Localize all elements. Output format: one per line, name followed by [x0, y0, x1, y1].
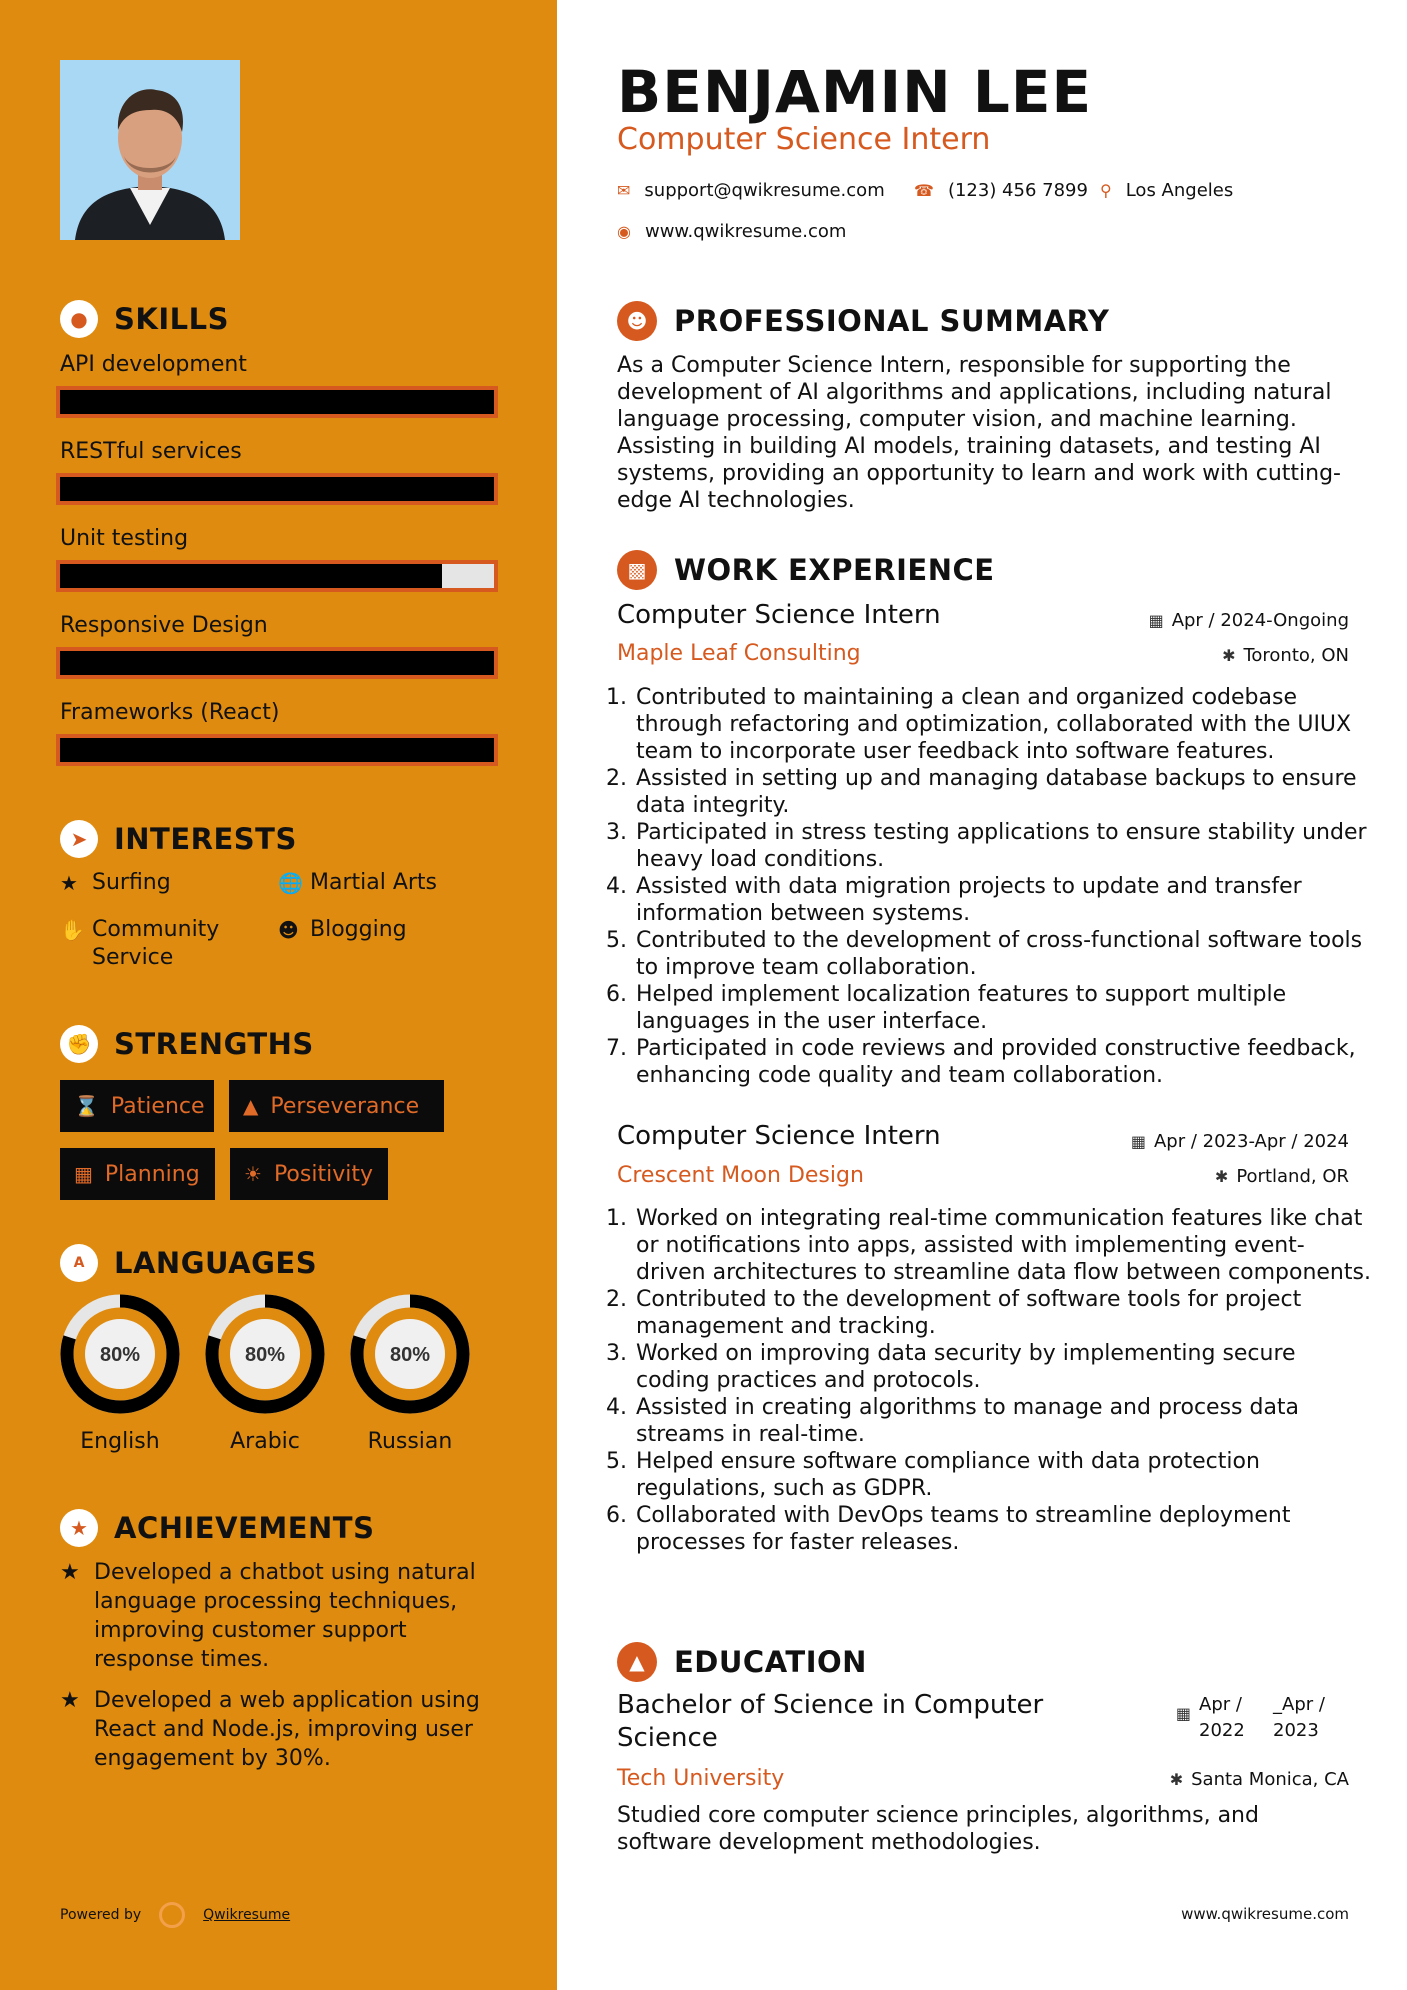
achievement-item: ★ Developed a chatbot using natural language processing techniques, improving customer support response times.: [60, 1560, 476, 1672]
star-badge-icon: ★: [60, 1509, 98, 1547]
strength-tag: ▲ Perseverance: [229, 1080, 444, 1132]
lightbulb-icon: ●: [60, 300, 98, 338]
duty-item: 4. Assisted with data migration projects to update and transfer information between systems.: [634, 873, 1374, 927]
users-icon: ☻: [278, 918, 299, 942]
achievement-item: ★ Developed a web application using React and Node.js, improving user engagement by 30%.: [60, 1688, 480, 1771]
skills-heading: ● SKILLS: [60, 300, 229, 338]
language-ring: [205, 1294, 325, 1414]
job-company: Crescent Moon Design: [617, 1163, 864, 1188]
pin-icon: ✱: [1214, 1167, 1229, 1186]
calendar-icon: ▦: [74, 1162, 93, 1186]
qwikresume-link[interactable]: Qwikresume: [203, 1907, 291, 1923]
sidebar: [0, 0, 557, 1990]
education-dates: ▦ Apr / 2022 _Apr / 2023: [1175, 1694, 1325, 1741]
skill-bar-fill: [60, 738, 494, 762]
globe-icon: 🌐: [278, 871, 303, 895]
paper-plane-icon: ➤: [60, 820, 98, 858]
powered-by: Powered by Qwikresume: [60, 1902, 290, 1928]
duty-item: 6. Collaborated with DevOps teams to streamline deployment processes for faster releases.: [634, 1502, 1374, 1556]
strength-tag: ▦ Planning: [60, 1148, 215, 1200]
duty-item: 1. Worked on integrating real-time communication features like chat or notifications into apps, assisted with implementing event-driven architectures to streamline data flow between components.: [634, 1205, 1374, 1286]
language-ring: [350, 1294, 470, 1414]
interest-item: ★ Surfing: [60, 870, 171, 895]
duty-item: 5. Contributed to the development of cross-functional software tools to improve team collaboration.: [634, 927, 1374, 981]
contact-email: ✉ support@qwikresume.com: [617, 180, 885, 201]
language-name: Russian: [367, 1429, 453, 1454]
star-icon: ★: [60, 1688, 80, 1713]
skill-label: Responsive Design: [60, 613, 268, 638]
job-dates: ▦ Apr / 2023-Apr / 2024: [1130, 1131, 1349, 1152]
strengths-heading: ✊ STRENGTHS: [60, 1025, 314, 1063]
fist-icon: ✊: [60, 1025, 98, 1063]
language-name: English: [80, 1429, 160, 1454]
qwikresume-logo-icon: [159, 1902, 185, 1928]
skill-label: Frameworks (React): [60, 700, 280, 725]
star-icon: ★: [60, 871, 78, 895]
interest-item: 🌐 Martial Arts: [278, 870, 438, 895]
duty-item: 3. Worked on improving data security by implementing secure coding practices and protocols.: [634, 1340, 1374, 1394]
education-location: ✱ Santa Monica, CA: [1169, 1769, 1349, 1790]
skill-bar: [56, 386, 498, 418]
job-company: Maple Leaf Consulting: [617, 641, 861, 666]
graduation-icon: ▲: [617, 1642, 657, 1682]
duty-item: 2. Assisted in setting up and managing database backups to ensure data integrity.: [634, 765, 1374, 819]
contact-phone: ☎ (123) 456 7899: [914, 180, 1088, 201]
education-school: Tech University: [617, 1766, 785, 1791]
briefcase-icon: ▩: [617, 550, 657, 590]
duty-item: 4. Assisted in creating algorithms to manage and process data streams in real-time.: [634, 1394, 1374, 1448]
duty-item: 2. Contributed to the development of software tools for project management and tracking.: [634, 1286, 1374, 1340]
skill-bar-fill: [60, 477, 494, 501]
star-icon: ★: [60, 1560, 80, 1585]
skill-bar-fill: [60, 564, 442, 588]
summary-heading: ☻ PROFESSIONAL SUMMARY: [617, 301, 1109, 341]
skill-bar: [56, 473, 498, 505]
footer-url[interactable]: www.qwikresume.com: [1181, 1905, 1349, 1923]
interest-item: ☻ Blogging: [278, 917, 407, 942]
envelope-icon: ✉: [617, 181, 631, 200]
language-ring: [60, 1294, 180, 1414]
calendar-icon: ▦: [1175, 1704, 1191, 1723]
education-heading: ▲ EDUCATION: [617, 1642, 867, 1682]
candidate-role: Computer Science Intern: [617, 122, 991, 157]
skill-bar-fill: [60, 651, 494, 675]
strength-tag: ☀ Positivity: [230, 1148, 388, 1200]
candidate-name: BENJAMIN LEE: [617, 58, 1093, 126]
pin-icon: ✱: [1169, 1770, 1184, 1789]
sun-icon: ☀: [244, 1162, 262, 1186]
job-title: Computer Science Intern: [617, 600, 941, 630]
calendar-icon: ▦: [1130, 1132, 1146, 1151]
map-marker-icon: ⚲: [1100, 181, 1112, 200]
skill-label: RESTful services: [60, 439, 242, 464]
duty-item: 5. Helped ensure software compliance with data protection regulations, such as GDPR.: [634, 1448, 1374, 1502]
road-icon: ▲: [243, 1094, 259, 1118]
duty-item: 3. Participated in stress testing applications to ensure stability under heavy load conditions.: [634, 819, 1374, 873]
skill-label: API development: [60, 352, 247, 377]
hand-icon: ✋: [60, 918, 85, 942]
language-percent: 80%: [389, 1344, 431, 1366]
language-icon: A: [60, 1244, 98, 1282]
summary-text: As a Computer Science Intern, responsible for supporting the development of AI algorithms and applications, including natural language processing, computer vision, and machine learning. Assisting in building AI models, training datasets, and testing AI systems, providing an opportunity to learn and work with cutting-edge AI technologies.: [617, 353, 1341, 513]
job-location: ✱ Toronto, ON: [1222, 645, 1349, 666]
hourglass-icon: ⌛: [74, 1094, 99, 1118]
contact-website: ◉ www.qwikresume.com: [617, 221, 847, 242]
job-title: Computer Science Intern: [617, 1121, 941, 1151]
language-percent: 80%: [99, 1344, 141, 1366]
skill-label: Unit testing: [60, 526, 189, 551]
globe-icon: ◉: [617, 222, 631, 241]
interest-item: ✋ Community Service: [60, 917, 220, 970]
language-percent: 80%: [244, 1344, 286, 1366]
duty-item: 7. Participated in code reviews and provided constructive feedback, enhancing code quality and team collaboration.: [634, 1035, 1374, 1089]
job-dates: ▦ Apr / 2024-Ongoing: [1148, 610, 1349, 631]
calendar-icon: ▦: [1148, 611, 1164, 630]
work-heading: ▩ WORK EXPERIENCE: [617, 550, 995, 590]
pin-icon: ✱: [1222, 646, 1236, 665]
job-duties: [606, 1205, 1374, 1556]
user-icon: ☻: [617, 301, 657, 341]
strength-tag: ⌛ Patience: [60, 1080, 214, 1132]
skill-bar: [56, 647, 498, 679]
skill-bar: [56, 560, 498, 592]
languages-heading: A LANGUAGES: [60, 1244, 317, 1282]
phone-icon: ☎: [914, 181, 934, 200]
duty-item: 1. Contributed to maintaining a clean and organized codebase through refactoring and optimization, collaborated with the UIUX team to incorporate user feedback into software features.: [634, 684, 1374, 765]
skill-bar: [56, 734, 498, 766]
education-degree: Bachelor of Science in Computer Science: [617, 1690, 1044, 1753]
skill-bar-fill: [60, 390, 494, 414]
language-name: Arabic: [230, 1429, 300, 1454]
interests-heading: ➤ INTERESTS: [60, 820, 297, 858]
profile-photo: [60, 60, 240, 240]
job-location: ✱ Portland, OR: [1214, 1166, 1349, 1187]
duty-item: 6. Helped implement localization features to support multiple languages in the user interface.: [634, 981, 1374, 1035]
job-duties: [606, 684, 1374, 1089]
contact-location: ⚲ Los Angeles: [1100, 180, 1234, 201]
achievements-heading: ★ ACHIEVEMENTS: [60, 1509, 374, 1547]
education-description: Studied core computer science principles, algorithms, and software development methodologies.: [617, 1803, 1259, 1855]
